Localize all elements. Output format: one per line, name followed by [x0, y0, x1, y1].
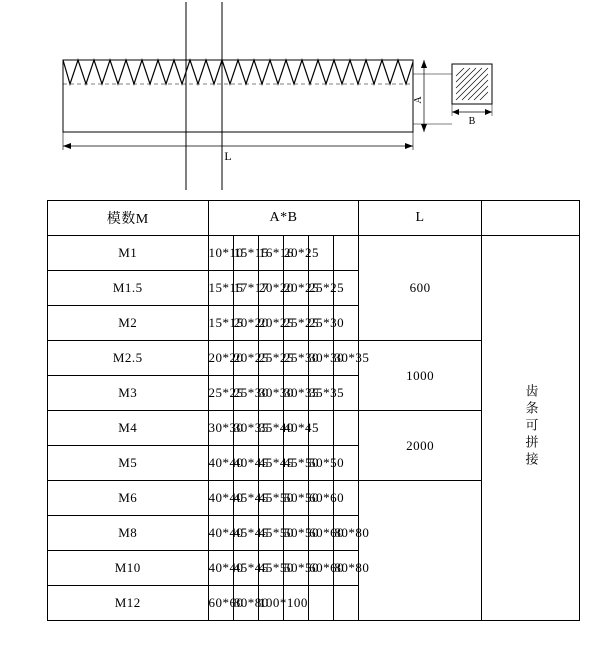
cell-module: M6: [48, 481, 209, 516]
cell-length: 600: [359, 236, 481, 341]
cell-ab: 30*35: [334, 341, 359, 376]
cell-ab: 30*30: [309, 341, 334, 376]
header-length: L: [359, 201, 481, 236]
dim-label-width: B: [468, 116, 476, 127]
cell-module: M1: [48, 236, 209, 271]
cell-ab: [309, 586, 334, 621]
cell-ab: 60*60: [208, 586, 233, 621]
cell-ab: [334, 411, 359, 446]
dim-arrow-a-top: [421, 60, 427, 68]
table-header-row: [48, 201, 580, 236]
cell-ab: [334, 236, 359, 271]
rack-teeth-profile: [63, 60, 413, 84]
header-module: 模数M: [48, 201, 209, 236]
cell-ab: 45*45: [258, 446, 283, 481]
cell-ab: 80*80: [334, 516, 359, 551]
header-note: [481, 201, 579, 236]
cell-ab: 10*10: [208, 236, 233, 271]
table-row: [48, 236, 580, 271]
rack-body-outline: [63, 60, 413, 132]
cell-ab: 20*20: [258, 271, 283, 306]
cell-ab: 45*50: [258, 551, 283, 586]
cell-ab: 60*60: [309, 516, 334, 551]
cell-ab: 25*25: [284, 306, 309, 341]
header-ab: A*B: [208, 201, 359, 236]
cell-ab: [334, 586, 359, 621]
cell-ab: 20*20: [233, 306, 258, 341]
cell-ab: 40*40: [208, 481, 233, 516]
dim-label-height: A: [413, 96, 424, 104]
cell-ab: 15*15: [233, 236, 258, 271]
cell-module: M12: [48, 586, 209, 621]
rack-drawing-svg: [0, 0, 601, 195]
cell-module: M3: [48, 376, 209, 411]
cell-ab: 40*45: [284, 411, 309, 446]
cell-module: M2: [48, 306, 209, 341]
cell-ab: 30*35: [284, 376, 309, 411]
cell-ab: 80*80: [233, 586, 258, 621]
dim-arrow-b-left: [452, 109, 459, 115]
cell-ab: 45*45: [233, 481, 258, 516]
cell-ab: 50*50: [284, 516, 309, 551]
cross-section-hatch: [456, 68, 488, 100]
cell-ab: 20*25: [258, 306, 283, 341]
cell-module: M2.5: [48, 341, 209, 376]
cell-ab: 45*50: [258, 481, 283, 516]
cell-ab: 20*25: [284, 236, 309, 271]
cell-ab: 30*30: [208, 411, 233, 446]
cell-ab: 15*15: [208, 271, 233, 306]
cell-length: 1000: [359, 341, 481, 411]
cell-ab: 20*25: [233, 341, 258, 376]
cell-length: 2000: [359, 411, 481, 481]
cell-ab: 35*40: [258, 411, 283, 446]
cell-ab: 45*45: [233, 551, 258, 586]
dim-arrow-left: [63, 143, 71, 149]
cell-ab: 25*25: [309, 271, 334, 306]
cell-ab: 40*40: [208, 551, 233, 586]
cell-ab: 45*50: [258, 516, 283, 551]
cell-ab: 17*17: [233, 271, 258, 306]
cell-ab: 30*30: [258, 376, 283, 411]
dim-label-length: L: [224, 149, 232, 163]
dim-arrow-a-bottom: [421, 124, 427, 132]
cell-module: M1.5: [48, 271, 209, 306]
cell-ab: 25*30: [233, 376, 258, 411]
cell-ab: 50*50: [284, 481, 309, 516]
cell-ab: 35*35: [309, 376, 334, 411]
cell-ab: 15*15: [208, 306, 233, 341]
cell-ab: 50*50: [309, 446, 334, 481]
cell-ab: 16*16: [258, 236, 283, 271]
cell-side-note: [481, 236, 579, 621]
spec-table-wrapper: [47, 200, 580, 621]
cell-ab: 80*80: [334, 551, 359, 586]
cell-ab: 40*45: [233, 446, 258, 481]
cell-ab: 20*20: [208, 341, 233, 376]
cell-ab: 40*40: [208, 516, 233, 551]
cell-ab: 25*25: [258, 341, 283, 376]
cell-ab: 100*100: [258, 586, 283, 621]
cell-ab: 25*30: [309, 306, 334, 341]
cell-module: M4: [48, 411, 209, 446]
cell-module: M10: [48, 551, 209, 586]
cell-ab: 60*60: [309, 551, 334, 586]
cell-ab: 45*50: [284, 446, 309, 481]
cell-ab: 25*30: [284, 341, 309, 376]
dim-arrow-b-right: [485, 109, 492, 115]
cell-ab: 30*35: [233, 411, 258, 446]
spec-table: [47, 200, 580, 621]
cell-ab: 45*45: [233, 516, 258, 551]
cell-module: M5: [48, 446, 209, 481]
cell-length-empty: [359, 481, 481, 621]
cell-ab: 25*25: [208, 376, 233, 411]
cell-module: M8: [48, 516, 209, 551]
side-note-text: 齿条可拼接: [523, 383, 539, 469]
cell-ab: 50*50: [284, 551, 309, 586]
dim-arrow-right: [405, 143, 413, 149]
cell-ab: 20*25: [284, 271, 309, 306]
rack-drawing: [0, 0, 601, 195]
cell-ab: 60*60: [309, 481, 334, 516]
cell-ab: 40*40: [208, 446, 233, 481]
